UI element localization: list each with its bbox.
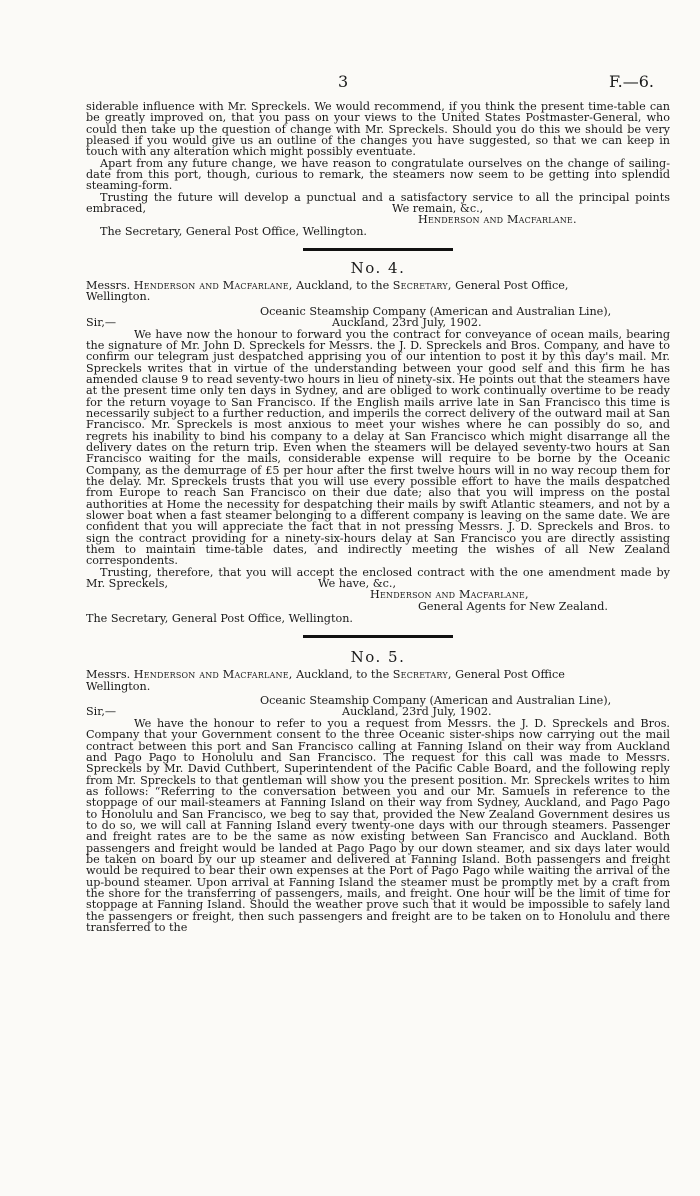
letter-4-signature: Henderson and Macfarlane, bbox=[370, 588, 529, 602]
letter-5-from-prefix: Messrs. bbox=[86, 668, 131, 682]
letter-4-route: Auckland, to the bbox=[296, 279, 390, 293]
intro-paragraph-3: Trusting the future will develop a punctual and a satisfactory service to all the principal points embraced, bbox=[86, 190, 670, 216]
section-divider bbox=[303, 248, 453, 251]
letter-5-salutation: Sir,— bbox=[86, 705, 117, 719]
letter-5-sender: Henderson and Macfarlane, bbox=[133, 668, 293, 682]
letter-5-address-line bbox=[86, 669, 670, 680]
letter-4-number: No. 4. bbox=[350, 259, 406, 278]
intro-signature: Henderson and Macfarlane. bbox=[418, 213, 577, 227]
letter-5-company-line: Oceanic Steamship Company (American and Australian Line), bbox=[260, 694, 612, 708]
intro-paragraph-2: Apart from any future change, we have reason to congratulate ourselves on the change of sailing-date from this port, though, curious to remark, the steamers now seem to be getting into splendid steaming-form. bbox=[86, 156, 670, 193]
letter-4-body: We have now the honour to forward you the contract for conveyance of ocean mails, bearing the signature of Mr. John D. Spreckels for Messrs. the J. D. Spreckels and Bros. Company, and have to confirm our telegram just despatched apprising you of our intention to post it by this day's mail. Mr. Spreckels writes that in virtue of the understanding between your good self and this firm he has amended clause 9 to read seventy-two hours in lieu of ninety-six. He points out that the steamers have at the present time only ten days in Sydney, and are obliged to work continually overtime to be ready for the return voyage to San Francisco. If the English mails arrive late in San Francisco this time is necessarily subject to a further reduction, and imperils the correct delivery of the outward mail at San Francisco. Mr. Spreckels is most anxious to meet your wishes where he can possibly do so, and regrets his inability to bind his company to a delay at San Francisco which might disarrange all the delivery dates on the return trip. Even when the steamers will be delayed seventy-two hours at San Francisco waiting for the mails, considerable expense will require to be borne by the Oceanic Company, as the demurrage of £5 per hour after the first twelve hours will in no way recoup them for the delay. Mr. Spreckels trusts that you will use every possible effort to have the mails despatched from Europe to reach San Francisco on their due date; also that you will impress on the postal authorities at Home the necessity for despatching their mails by swift Atlantic steamers, and not by a slower boat when a fast steamer belonging to a different company is leaving on the same date. We are confident that you will appreciate the fact that in not pressing Messrs. J. D. Spreckels and Bros. to sign the contract providing for a ninety-six-hours delay at San Francisco you are directly assisting them to maintain time-table dates, and indirectly meeting the wishes of all New Zealand correspondents. bbox=[86, 327, 670, 568]
letter-4-salutation: Sir,— bbox=[86, 316, 117, 330]
document-reference: F.—6. bbox=[609, 72, 654, 91]
letter-5-route: Auckland, to the bbox=[296, 668, 390, 682]
letter-4-company-line: Oceanic Steamship Company (American and Australian Line), bbox=[260, 304, 612, 318]
letter-5-salutation-row bbox=[86, 706, 670, 717]
intro-paragraph-1: siderable influence with Mr. Spreckels. We would recommend, if you think the present time-table can be greatly improved on, that you pass on your views to the United States Postmaster-General, who could then take up the question of change with Mr. Spreckels. Should you do this we should be very pleased if you would give us an outline of the changes you have suggested, so that we can keep in touch with any alteration which might possibly eventuate. bbox=[86, 100, 670, 159]
letter-4-recipient-office: General Post Office, bbox=[455, 279, 569, 293]
letter-4-place-date: Auckland, 23rd July, 1902. bbox=[332, 316, 482, 330]
letter-4-salutation-row bbox=[86, 317, 670, 328]
intro-addressee: The Secretary, General Post Office, Wellington. bbox=[100, 224, 367, 238]
letter-5-body: We have the honour to refer to you a request from Messrs. the J. D. Spreckels and Bros. Company that your Government consent to the three Oceanic sister-ships now carrying out the mail contract between this port and San Francisco calling at Fanning Island on their way from Auckland and Pago Pago to Honolulu and San Francisco. The request for this call was made to Messrs. Spreckels by Mr. David Cuthbert, Superintendent of the Pacific Cable Board, and the following reply from Mr. Spreckels to that gentleman will show you the present position. Mr. Spreckels writes to him as follows: “Referring to the conversation between you and our Mr. Samuels in reference to the stoppage of our mail-steamers at Fanning Island on their way from Sydney, Auckland, and Pago Pago to Honolulu and San Francisco, we beg to say that, provided the New Zealand Government desires us to do so, we will call at Fanning Island every twenty-one days with our through steamers. Passenger and freight rates are to be the same as now existing between San Francisco and Auckland. Both passengers and freight would be landed at Pago Pago by our down steamer, and six days later would be taken on board by our up steamer and delivered at Fanning Island. Both passengers and freight would be required to bear their own expenses at the Port of Pago Pago while waiting the arrival of the up-bound steamer. Upon arrival at Fanning Island the steamer must be promptly met by a craft from the shore for the transferring of passengers, mails, and freight. One hour will be the limit of time for stoppage at Fanning Island. Should the weather prove such that it would be impossible to safely land the passengers or freight, then such passengers and freight are to be taken on to Honolulu and there transferred to the bbox=[86, 716, 670, 934]
intro-closing: We remain, &c., bbox=[392, 202, 484, 216]
letter-4-closing-paragraph: Trusting, therefore, that you will accept the enclosed contract with the one amendment made by Mr. Spreckels, bbox=[86, 565, 670, 591]
letter-5-recipient: Secretary, bbox=[392, 668, 452, 682]
letter-4-recipient: Secretary, bbox=[392, 279, 452, 293]
letter-5-recipient-city: Wellington. bbox=[86, 679, 151, 693]
letter-4-closing: We have, &c., bbox=[318, 577, 397, 591]
page-number: 3 bbox=[338, 72, 349, 91]
letter-4-addressee: The Secretary, General Post Office, Wellington. bbox=[86, 612, 353, 626]
letter-5-number: No. 5. bbox=[350, 648, 406, 667]
section-divider bbox=[303, 635, 453, 638]
letter-5-recipient-office: General Post Office bbox=[455, 668, 565, 682]
page-header bbox=[0, 72, 700, 92]
page-content bbox=[86, 101, 670, 933]
letter-5-place-date: Auckland, 23rd July, 1902. bbox=[342, 705, 492, 719]
letter-4-signature-title: General Agents for New Zealand. bbox=[418, 599, 608, 613]
letter-4-address-line bbox=[86, 280, 670, 291]
letter-4-sender: Henderson and Macfarlane, bbox=[133, 279, 293, 293]
letter-4-from-prefix: Messrs. bbox=[86, 279, 131, 293]
letter-4-recipient-city: Wellington. bbox=[86, 290, 151, 304]
